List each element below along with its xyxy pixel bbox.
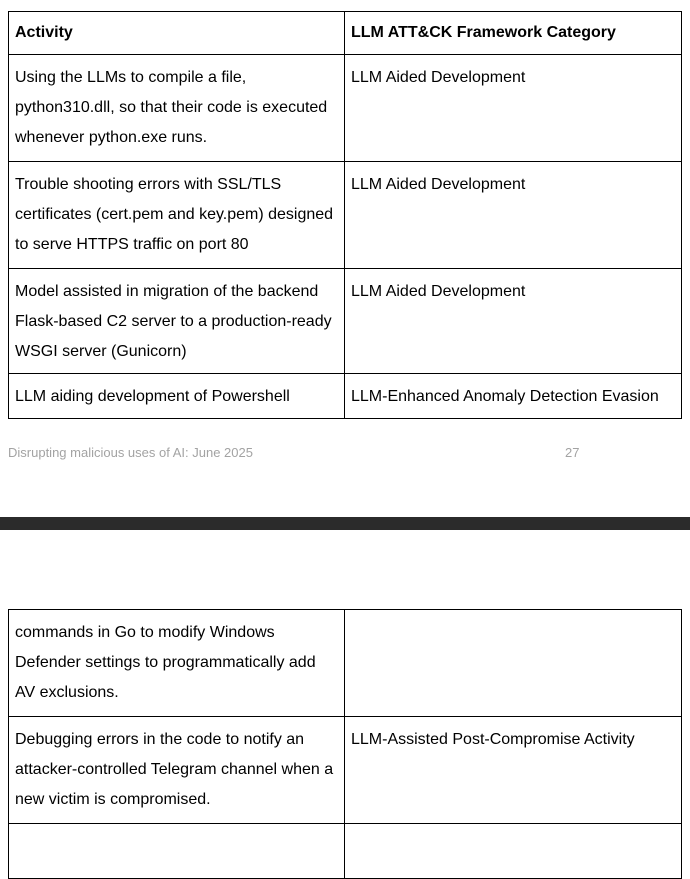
table-row [9, 610, 682, 717]
table-row [9, 55, 682, 162]
activity-cell [9, 824, 345, 879]
activity-table [8, 11, 682, 419]
category-cell: LLM-Enhanced Anomaly Detection Evasion [345, 374, 682, 419]
table-row [9, 374, 682, 419]
header-activity: Activity [9, 12, 345, 55]
category-cell [345, 610, 682, 717]
activity-cell: Using the LLMs to compile a file, python310.dll, so that their code is executed whenever python.exe runs. [9, 55, 345, 162]
activity-table-continued [8, 609, 682, 879]
header-category: LLM ATT&CK Framework Category [345, 12, 682, 55]
table-row [9, 162, 682, 269]
activity-cell: Model assisted in migration of the backend Flask-based C2 server to a production-ready WSGI server (Gunicorn) [9, 269, 345, 374]
table-row [9, 269, 682, 374]
page-separator [0, 517, 690, 530]
footer-title: Disrupting malicious uses of AI: June 2025 [8, 445, 253, 460]
activity-cell: LLM aiding development of Powershell [9, 374, 345, 419]
activity-cell: Debugging errors in the code to notify an attacker-controlled Telegram channel when a new victim is compromised. [9, 717, 345, 824]
category-cell: LLM-Assisted Post-Compromise Activity [345, 717, 682, 824]
category-cell: LLM Aided Development [345, 269, 682, 374]
category-cell: LLM Aided Development [345, 162, 682, 269]
table-header-row [9, 12, 682, 55]
activity-cell: commands in Go to modify Windows Defender settings to programmatically add AV exclusions. [9, 610, 345, 717]
table-row [9, 717, 682, 824]
page-number: 27 [565, 445, 580, 460]
category-cell [345, 824, 682, 879]
table-row [9, 824, 682, 879]
page-28 [0, 530, 690, 828]
activity-cell: Trouble shooting errors with SSL/TLS certificates (cert.pem and key.pem) designed to serve HTTPS traffic on port 80 [9, 162, 345, 269]
category-cell: LLM Aided Development [345, 55, 682, 162]
